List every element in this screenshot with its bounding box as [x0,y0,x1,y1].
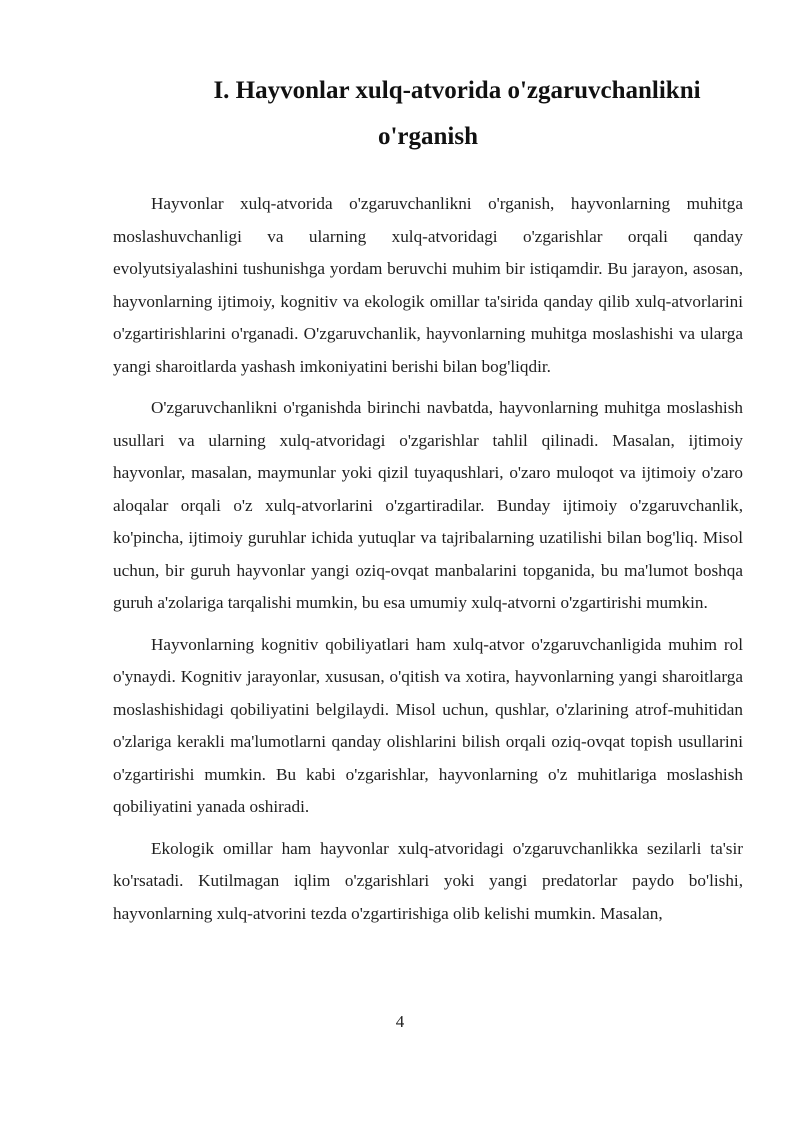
paragraph-3: Hayvonlarning kognitiv qobiliyatlari ham xulq-atvor o'zgaruvchanligida muhim rol o'ynaydi. Kognitiv jarayonlar, xususan, o'qitish va xotira, hayvonlarning yangi sharoitlarga moslashishidagi qobiliyatini belgilaydi. Misol uchun, qushlar, o'zlarining atrof-muhitidan o'zlariga kerakli ma'lumotlarni qanday olishlarini bilish orqali oziq-ovqat topish usullarini o'zgartirishi mumkin. Bu kabi o'zgarishlar, hayvonlarning o'z muhitlariga moslashish qobiliyatini yanada oshiradi. [113,634,743,816]
title-line-1: I. Hayvonlar xulq-atvorida o'zgaruvchanlikni [213,77,701,104]
page-number: 4 [395,1012,405,1031]
paragraph-2: O'zgaruvchanlikni o'rganishda birinchi navbatda, hayvonlarning muhitga moslashish usullari va ularning xulq-atvoridagi o'zgarishlar tahlil qilinadi. Masalan, ijtimoiy hayvonlar, masalan, maymunlar yoki qizil tuyaqushlari, o'zaro muloqot va ijtimoiy o'zaro aloqalar orqali o'z xulq-atvorlarini o'zgartiradilar. Bunday ijtimoiy o'zgaruvchanlik, ko'pincha, ijtimoiy guruhlar ichida yutuqlar va tajribalarning uzatilishi bilan bog'liq. Misol uchun, bir guruh hayvonlar yangi oziq-ovqat manbalarini topganida, bu ma'lumot boshqa guruh a'zolariga tarqalishi mumkin, bu esa umumiy xulq-atvorni o'zgartirishi mumkin. [113,398,743,612]
paragraph-4: Ekologik omillar ham hayvonlar xulq-atvoridagi o'zgaruvchanlikka sezilarli ta'sir ko'rsatadi. Kutilmagan iqlim o'zgarishlari yoki yangi predatorlar paydo bo'lishi, hayvonlarning xulq-atvorini tezda o'zgartirishiga olib kelishi mumkin. Masalan, [113,838,743,923]
body-text [113,188,743,939]
page-title [113,68,743,160]
paragraph-1: Hayvonlar xulq-atvorida o'zgaruvchanlikni o'rganish, hayvonlarning muhitga moslashuvchanligi va ularning xulq-atvoridagi o'zgarishlar orqali qanday evolyutsiyalashini tushunishga yordam beruvchi muhim bir istiqamdir. Bu jarayon, asosan, hayvonlarning ijtimoiy, kognitiv va ekologik omillar ta'sirida qanday qilib xulq-atvorlarini o'zgartirishlarini o'rganadi. O'zgaruvchanlik, hayvonlarning muhitga moslashishi va ularga yangi sharoitlarda yashash imkoniyatini berishi bilan bog'liqdir. [113,194,743,376]
title-line-2: o'rganish [377,123,479,150]
